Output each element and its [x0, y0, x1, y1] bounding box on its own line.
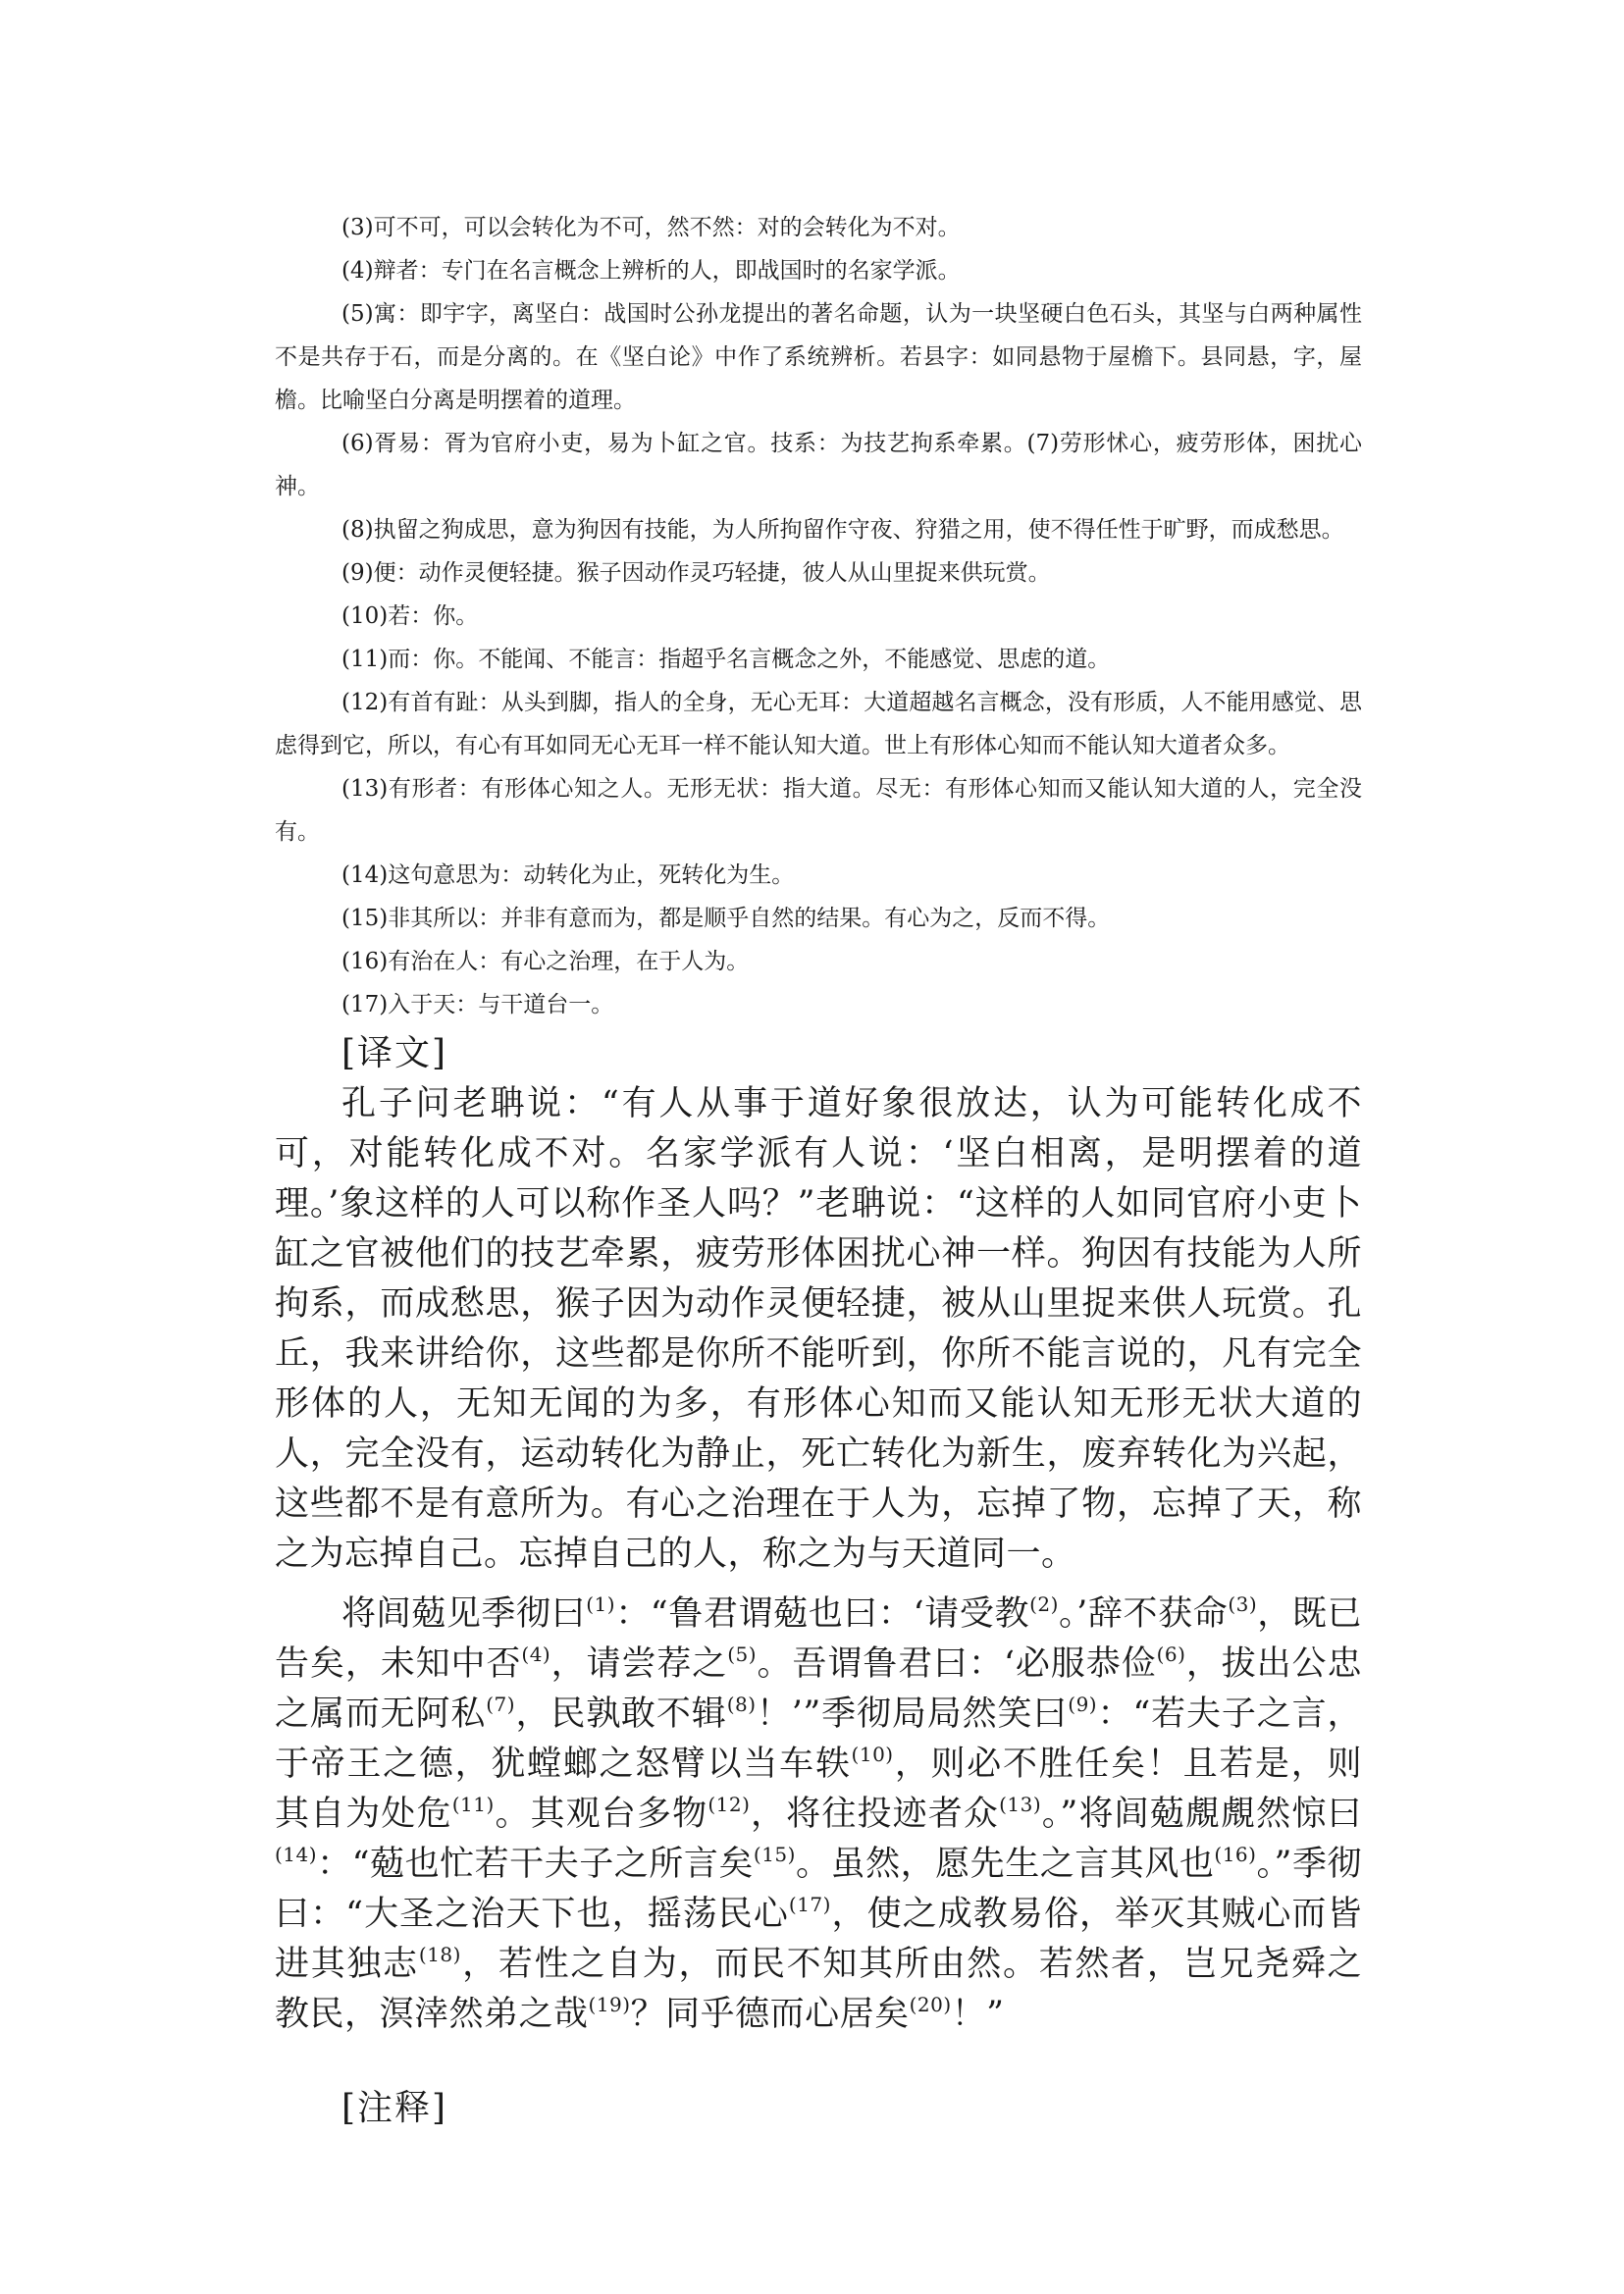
note-13: (13)有形者：有形体心知之人。无形无状：指大道。尽无：有形体心知而又能认知大道的人，完全没有。: [275, 776, 1362, 845]
original-text-segment: ，既已告矣，未知中否: [275, 1594, 1362, 1684]
original-text-segment: ？同乎德而心居矣: [630, 1995, 910, 2034]
footnote-marker: (15): [753, 1843, 796, 1866]
original-text-segment: 。其观台多物: [494, 1795, 708, 1834]
original-text-segment: ，则必不胜任矣！且若是，则其自为处危: [275, 1745, 1362, 1834]
note-16: (16)有治在人：有心之治理，在于人为。: [341, 949, 750, 974]
original-text-segment: 。”将闾葂覤覤然惊曰: [1041, 1795, 1362, 1834]
note-14: (14)这句意思为：动转化为止，死转化为生。: [341, 862, 795, 888]
footnote-marker: (1): [586, 1592, 616, 1616]
footnote-marker: (2): [1029, 1592, 1059, 1616]
note-5: (5)寓：即宇字，离坚白：战国时公孙龙提出的著名命题，认为一块坚硬白色石头，其坚与白两种属性不是共存于石，而是分离的。在《坚白论》中作了系统辨析。若县字：如同悬物于屋檐下。县同悬，字，屋檐。比喻坚白分离是明摆着的道理。: [275, 301, 1362, 413]
footnote-marker: (16): [1214, 1843, 1257, 1866]
note-4: (4)辩者：专门在名言概念上辨析的人，即战国时的名家学派。: [341, 258, 961, 284]
footnote-marker: (17): [788, 1893, 831, 1916]
original-text-segment: ：“葂也忙若干夫子之所言矣: [317, 1845, 754, 1884]
original-text-paragraph: [275, 1590, 1362, 2040]
annotation-notes: [275, 206, 1362, 2134]
original-text-segment: 。吾谓鲁君曰：‘必服恭俭: [757, 1644, 1157, 1684]
original-text-segment: ，将往投迹者众: [750, 1795, 1000, 1834]
original-text-segment: ，拔出公忠之属而无阿私: [275, 1644, 1362, 1734]
notes-heading: [注释]: [341, 2088, 448, 2128]
footnote-marker: (13): [999, 1793, 1042, 1816]
original-text-segment: 。”季彻曰：“大圣之治天下也，摇荡民心: [275, 1845, 1362, 1934]
footnote-marker: (14): [275, 1843, 318, 1866]
footnote-marker: (11): [451, 1793, 495, 1816]
footnote-marker: (8): [726, 1693, 757, 1716]
note-8: (8)执留之狗成思，意为狗因有技能，为人所拘留作守夜、狩猎之用，使不得任性于旷野，而成愁思。: [341, 517, 1344, 543]
note-11: (11)而：你。不能闻、不能言：指超乎名言概念之外，不能感觉、思虑的道。: [341, 647, 1111, 672]
footnote-marker: (6): [1156, 1642, 1186, 1666]
original-text-segment: ！”: [951, 1995, 1005, 2034]
footnote-marker: (3): [1228, 1592, 1258, 1616]
note-17: (17)入于天：与干道台一。: [341, 992, 614, 1017]
translation-paragraph: 孔子问老聃说：“有人从事于道好象很放达，认为可能转化成不可，对能转化成不对。名家学派有人说：‘坚白相离，是明摆着的道理。’象这样的人可以称作圣人吗？”老聃说：“这样的人如同官府小吏卜缸之官被他们的技艺牵累，疲劳形体困扰心神一样。狗因有技能为人所拘系，而成愁思，猴子因为动作灵便轻捷，被从山里捉来供人玩赏。孔丘，我来讲给你，这些都是你所不能听到，你所不能言说的，凡有完全形体的人，无知无闻的为多，有形体心知而又能认知无形无状大道的人，完全没有，运动转化为静止，死亡转化为新生，废弃转化为兴起，这些都不是有意所为。有心之治理在于人为，忘掉了物，忘掉了天，称之为忘掉自己。忘掉自己的人，称之为与天道同一。: [275, 1084, 1362, 1574]
original-text-segment: ，民孰敢不辑: [515, 1694, 727, 1734]
footnote-marker: (7): [486, 1693, 516, 1716]
footnote-marker: (9): [1068, 1693, 1098, 1716]
footnote-marker: (10): [851, 1743, 894, 1766]
original-text-segment: ，请尝荐之: [550, 1644, 728, 1684]
footnote-marker: (12): [707, 1793, 751, 1816]
footnote-marker: (5): [727, 1642, 758, 1666]
note-9: (9)便：动作灵便轻捷。猴子因动作灵巧轻捷，彼人从山里捉来供玩赏。: [341, 560, 1051, 586]
note-6-7: (6)胥易：胥为官府小吏，易为卜缸之官。技系：为技艺拘系牵累。(7)劳形怵心，疲劳形体，困扰心神。: [275, 431, 1362, 499]
note-3: (3)可不可，可以会转化为不可，然不然：对的会转化为不对。: [341, 215, 961, 240]
original-text-segment: ，若性之自为，而民不知其所由然。若然者，岂兄尧舜之教民，溟涬然弟之哉: [275, 1945, 1362, 2034]
original-text-segment: ：“若夫子之言，于帝王之德，犹螳螂之怒臂以当车轶: [275, 1694, 1362, 1784]
original-text-segment: 。虽然，愿先生之言其风也: [795, 1845, 1215, 1884]
note-15: (15)非其所以：并非有意而为，都是顺乎自然的结果。有心为之，反而不得。: [341, 906, 1111, 931]
note-12: (12)有首有趾：从头到脚，指人的全身，无心无耳：大道超越名言概念，没有形质，人不能用感觉、思虑得到它，所以，有心有耳如同无心无耳一样不能认知大道。世上有形体心知而不能认知大道者众多。: [275, 690, 1362, 758]
translation-heading: [译文]: [341, 1033, 448, 1073]
footnote-marker: (20): [909, 1993, 952, 2016]
original-text-segment: 将闾葂见季彻曰: [341, 1594, 587, 1634]
original-text-segment: ！’”季彻局局然笑曰: [756, 1694, 1069, 1734]
original-text-segment: ，使之成教易俗，举灭其贼心而皆进其独志: [275, 1895, 1362, 1984]
original-text-segment: 。’辞不获命: [1058, 1594, 1229, 1634]
footnote-marker: (4): [521, 1642, 551, 1666]
original-text-segment: ：“鲁君谓葂也曰：‘请受教: [615, 1594, 1030, 1634]
note-10: (10)若：你。: [341, 603, 479, 629]
footnote-marker: (18): [418, 1943, 461, 1966]
footnote-marker: (19): [588, 1993, 631, 2016]
